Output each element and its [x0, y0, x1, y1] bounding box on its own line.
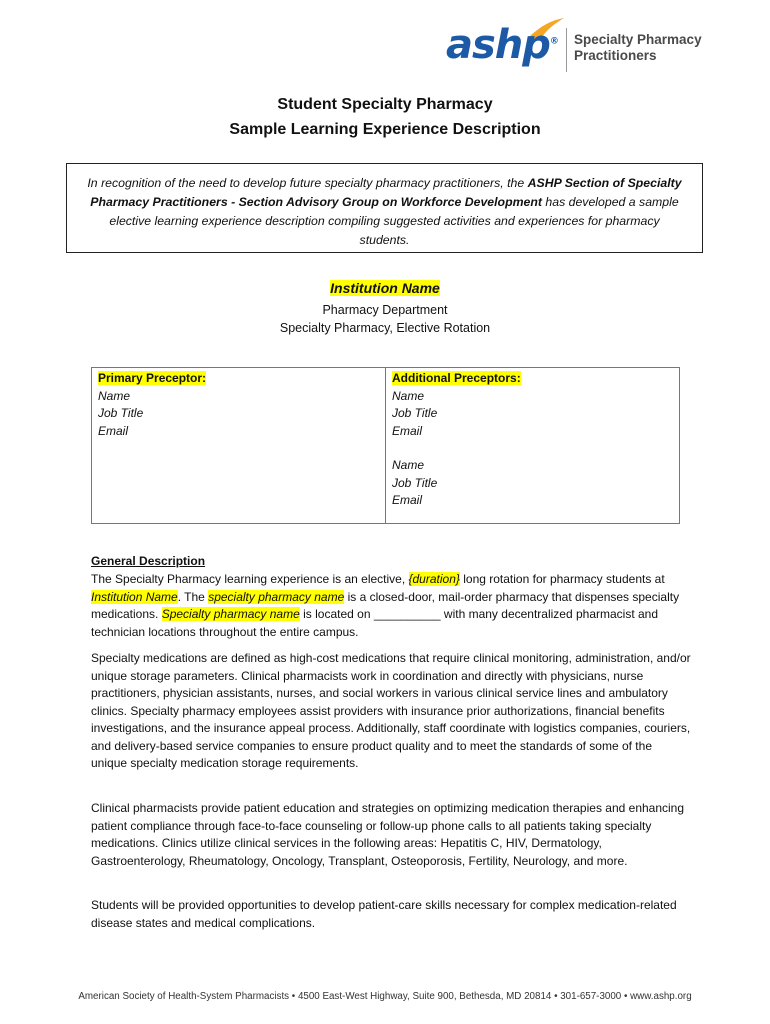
page-footer: American Society of Health-System Pharmacists • 4500 East-West Highway, Suite 900, Bethesda, MD 20814 • 301-657-3000 • www.ashp.org	[78, 991, 692, 1002]
institution-name: Institution Name	[330, 280, 440, 296]
preceptor-table	[91, 367, 680, 524]
logo-tagline: Specialty Pharmacy Practitioners	[574, 32, 702, 63]
preceptor-email: Email	[392, 493, 423, 507]
preceptor-email: Email	[392, 423, 423, 438]
preceptor-job-title: Job Title	[392, 475, 438, 490]
primary-preceptor-cell	[92, 368, 385, 523]
logo-wordmark: ashp®	[446, 22, 558, 68]
preceptor-email: Email	[98, 423, 129, 438]
description-paragraph: The Specialty Pharmacy learning experience is an elective, {duration} long rotation for pharmacy students at Institution Name. The specialty pharmacy name is a closed-door, mail-order pharmacy that dispenses specialty medications. Specialty pharmacy name is located on __________ with many decentralized pharmacist and technician locations throughout the entire campus.	[91, 572, 680, 639]
description-paragraph: Students will be provided opportunities to develop patient-care skills necessary for complex medication-related disease states and medical complications.	[91, 898, 677, 930]
additional-preceptors-cell	[385, 368, 679, 523]
preceptor-name: Name	[98, 388, 131, 403]
institution-rotation: Specialty Pharmacy, Elective Rotation	[279, 321, 491, 335]
general-description-heading: General Description	[91, 554, 206, 568]
preceptor-job-title: Job Title	[392, 406, 438, 420]
ashp-logo	[446, 16, 706, 78]
primary-preceptor-label: Primary Preceptor:	[98, 371, 207, 385]
institution-department: Pharmacy Department	[322, 303, 448, 317]
document-title: Student Specialty Pharmacy	[277, 96, 493, 113]
preceptor-name: Name	[392, 458, 425, 472]
preceptor-job-title: Job Title	[98, 406, 144, 420]
logo-divider	[566, 28, 567, 72]
document-subtitle: Sample Learning Experience Description	[229, 121, 541, 138]
additional-preceptors-label: Additional Preceptors:	[392, 371, 521, 385]
description-paragraph: Clinical pharmacists provide patient education and strategies on optimizing medication therapies and enhancing patient compliance through face-to-face counseling or follow-up phone calls to all patients taking specialty medications. Clinics utilize clinical services in the following areas: Hepatitis C, HIV, Dermatology, Gastroenterology, Rheumatology, Oncology, Transplant, Osteoporosis, Fertility, Neurology, and more.	[91, 801, 685, 868]
preceptor-name: Name	[392, 388, 425, 403]
intro-box: In recognition of the need to develop future specialty pharmacy practitioners, the ASHP Section of Specialty Pharmacy Practitioners - Section Advisory Group on Workforce Development has developed a sample elective learning experience description compiling suggested activities and experiences for pharmacy students.	[66, 163, 703, 253]
description-paragraph: Specialty medications are defined as high-cost medications that require clinical monitoring, administration, and/or unique storage parameters. Clinical pharmacists work in coordination and directly with physicians, nurse practitioners, physician assistants, nurses, and social workers in various clinical service lines and ambulatory clinics. Specialty pharmacy employees assist providers with insurance prior authorizations, financial benefits investigations, and the insurance appeal process. Additionally, staff coordinate with logistics companies, couriers, and delivery-based service companies to ensure product quality and to meet the standards of some of the unique specialty medication storage requirements.	[91, 651, 691, 770]
